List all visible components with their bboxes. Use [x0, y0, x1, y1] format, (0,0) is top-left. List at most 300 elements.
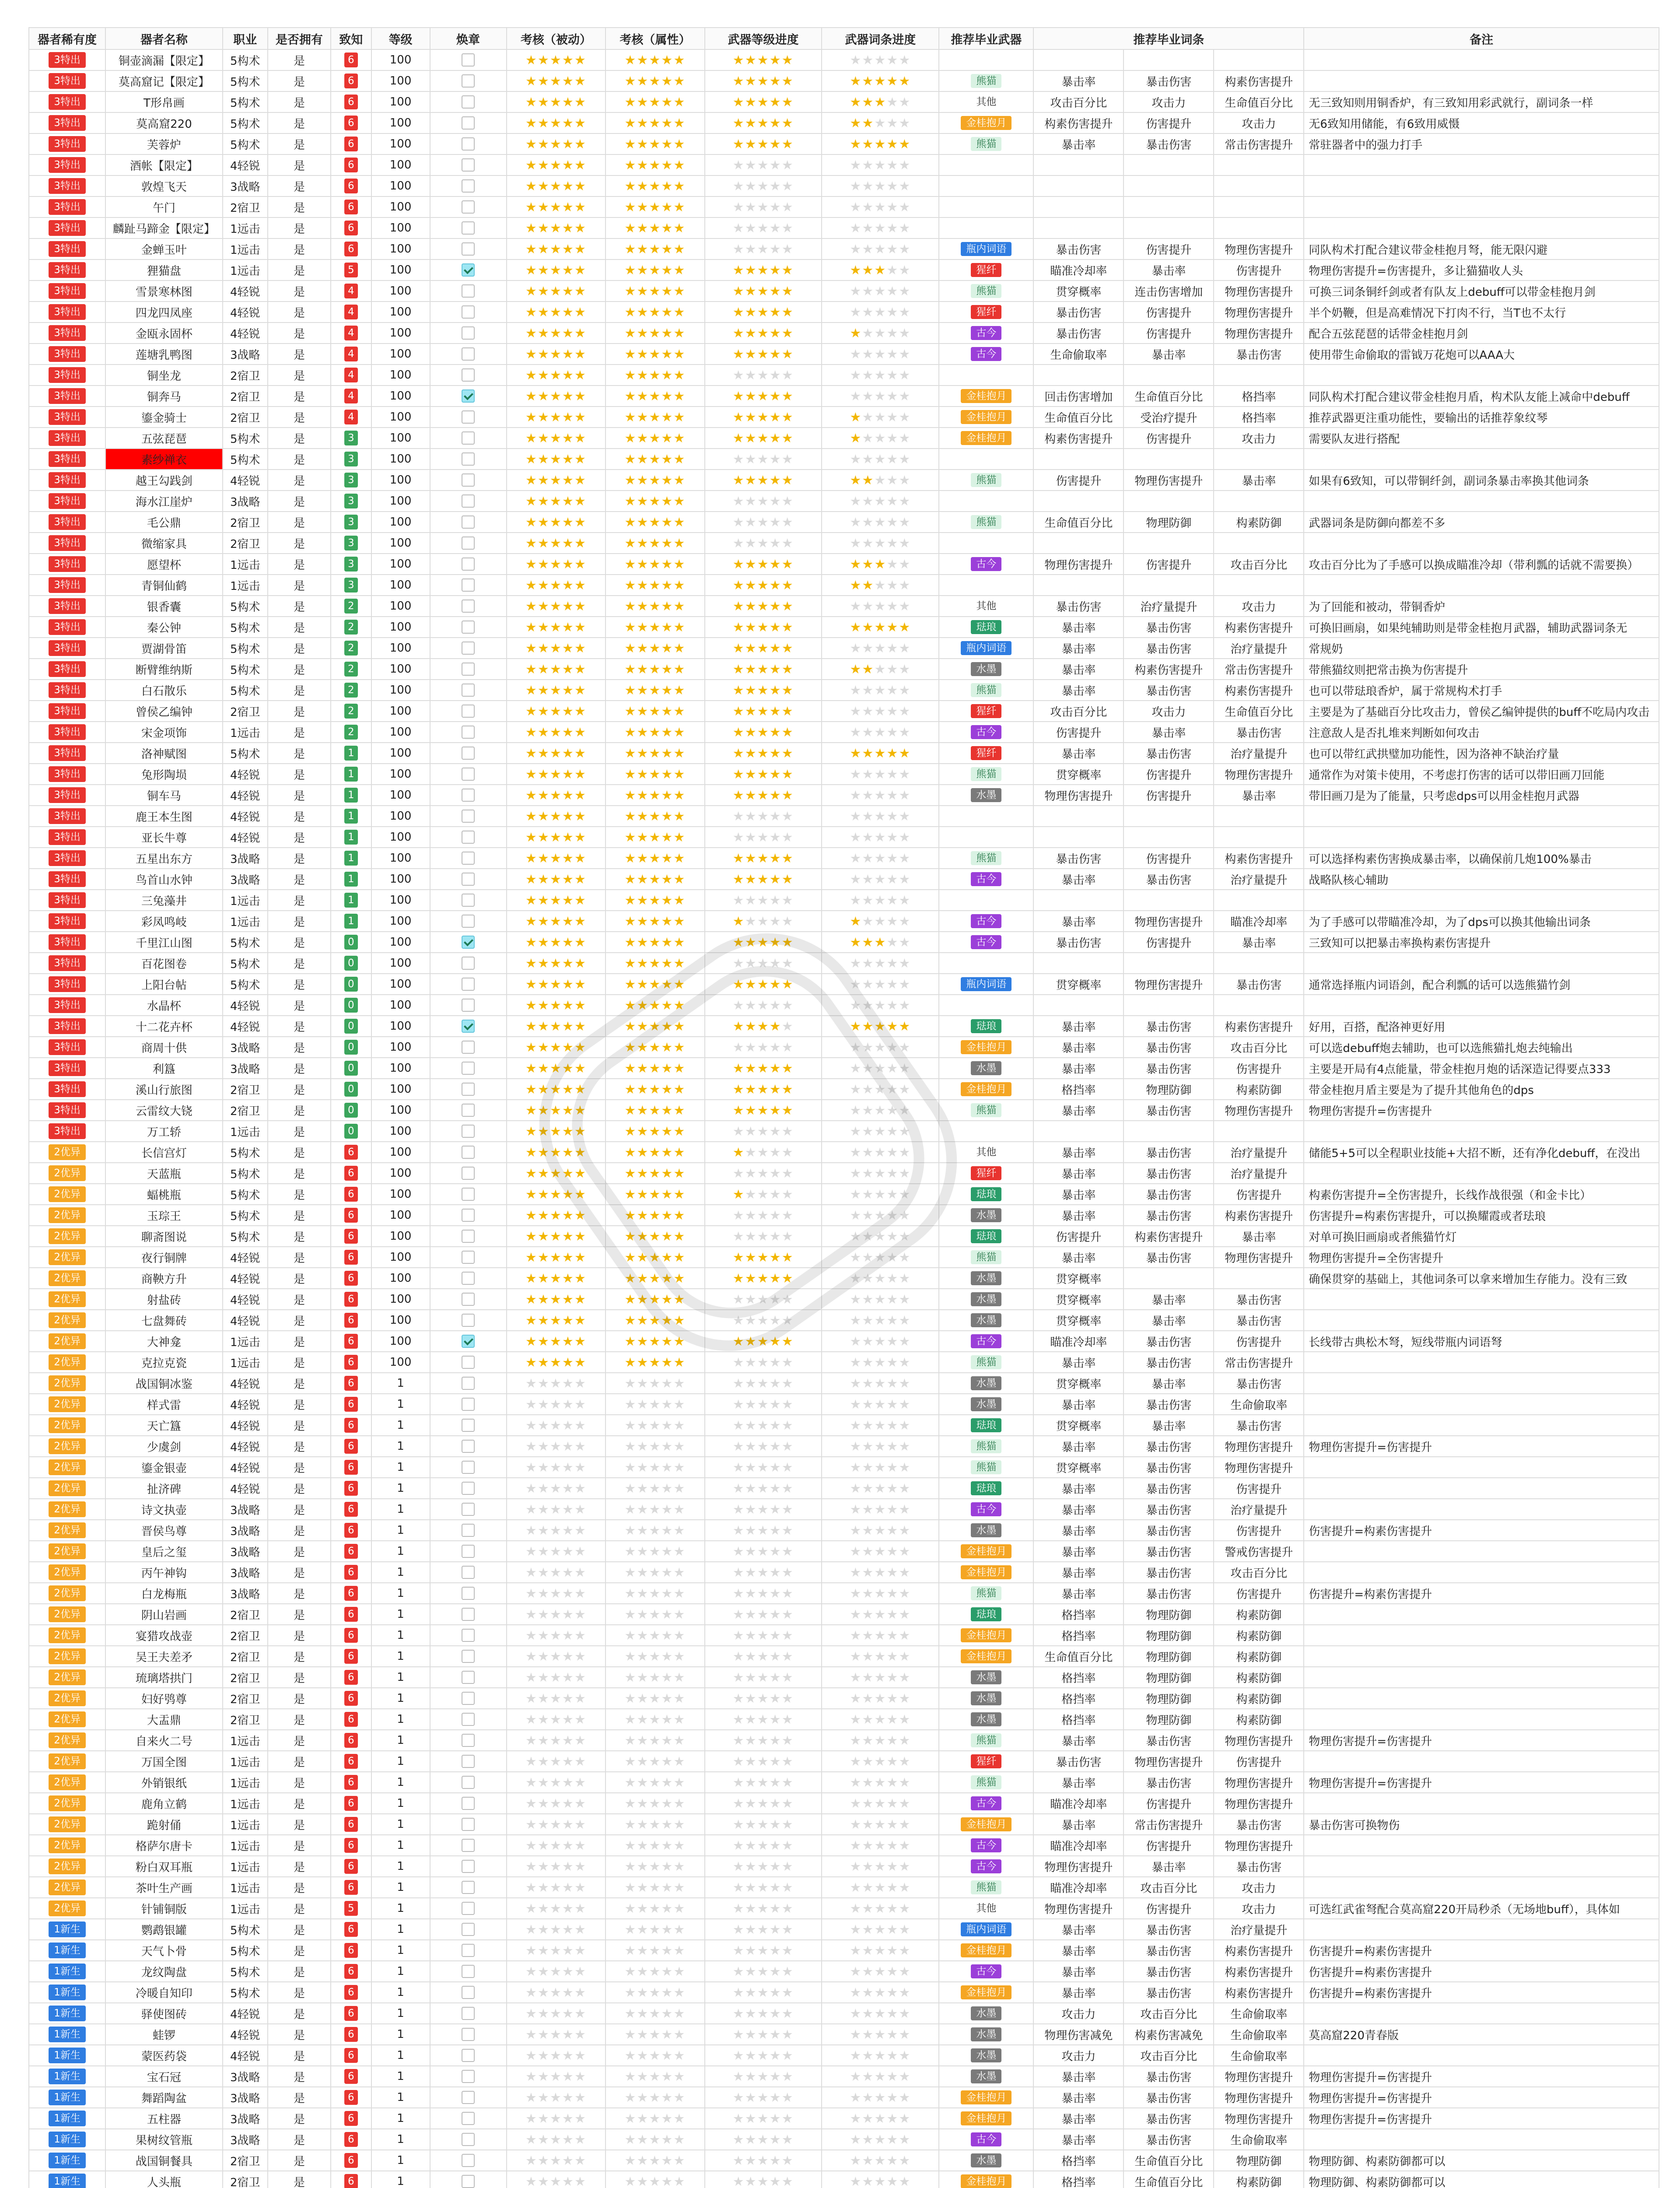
- huanzhang-checkbox[interactable]: [462, 1860, 475, 1873]
- weapon-level-stars[interactable]: [705, 2171, 822, 2188]
- passive-exam-stars[interactable]: [507, 680, 606, 701]
- attribute-exam-stars[interactable]: [606, 1793, 705, 1814]
- attribute-exam-stars[interactable]: [606, 1121, 705, 1142]
- huanzhang-checkbox[interactable]: [462, 1818, 475, 1831]
- weapon-entry-stars[interactable]: [822, 302, 939, 323]
- attribute-exam-stars[interactable]: [606, 2150, 705, 2171]
- weapon-level-stars[interactable]: [705, 491, 822, 512]
- weapon-entry-stars[interactable]: [822, 785, 939, 806]
- passive-exam-stars[interactable]: [507, 1982, 606, 2003]
- attribute-exam-stars[interactable]: [606, 1583, 705, 1604]
- huanzhang-checkbox[interactable]: [462, 74, 475, 88]
- weapon-level-stars[interactable]: [705, 869, 822, 890]
- attribute-exam-stars[interactable]: [606, 932, 705, 953]
- attribute-exam-stars[interactable]: [606, 1709, 705, 1730]
- weapon-entry-stars[interactable]: [822, 1331, 939, 1352]
- attribute-exam-stars[interactable]: [606, 91, 705, 112]
- huanzhang-checkbox[interactable]: [462, 978, 475, 991]
- header-owned[interactable]: 是否拥有: [268, 28, 331, 49]
- huanzhang-checkbox[interactable]: [462, 852, 475, 865]
- passive-exam-stars[interactable]: [507, 365, 606, 386]
- attribute-exam-stars[interactable]: [606, 1457, 705, 1478]
- attribute-exam-stars[interactable]: [606, 806, 705, 827]
- attribute-exam-stars[interactable]: [606, 722, 705, 743]
- huanzhang-checkbox[interactable]: [462, 1251, 475, 1264]
- attribute-exam-stars[interactable]: [606, 1352, 705, 1373]
- weapon-level-stars[interactable]: [705, 428, 822, 449]
- weapon-entry-stars[interactable]: [822, 386, 939, 407]
- attribute-exam-stars[interactable]: [606, 323, 705, 344]
- weapon-level-stars[interactable]: [705, 1457, 822, 1478]
- weapon-level-stars[interactable]: [705, 1583, 822, 1604]
- weapon-level-stars[interactable]: [705, 1268, 822, 1289]
- weapon-entry-stars[interactable]: [822, 953, 939, 974]
- huanzhang-checkbox[interactable]: [462, 263, 475, 277]
- weapon-entry-stars[interactable]: [822, 407, 939, 428]
- weapon-entry-stars[interactable]: [822, 575, 939, 596]
- attribute-exam-stars[interactable]: [606, 1478, 705, 1499]
- attribute-exam-stars[interactable]: [606, 470, 705, 491]
- passive-exam-stars[interactable]: [507, 1436, 606, 1457]
- weapon-entry-stars[interactable]: [822, 91, 939, 112]
- huanzhang-checkbox[interactable]: [462, 179, 475, 193]
- huanzhang-checkbox[interactable]: [462, 1944, 475, 1957]
- weapon-level-stars[interactable]: [705, 470, 822, 491]
- weapon-entry-stars[interactable]: [822, 2066, 939, 2087]
- attribute-exam-stars[interactable]: [606, 974, 705, 995]
- weapon-entry-stars[interactable]: [822, 323, 939, 344]
- attribute-exam-stars[interactable]: [606, 1667, 705, 1688]
- huanzhang-checkbox[interactable]: [462, 2091, 475, 2104]
- huanzhang-checkbox[interactable]: [462, 494, 475, 508]
- header-weapon[interactable]: 推荐毕业武器: [939, 28, 1033, 49]
- attribute-exam-stars[interactable]: [606, 259, 705, 281]
- attribute-exam-stars[interactable]: [606, 890, 705, 911]
- weapon-entry-stars[interactable]: [822, 1730, 939, 1751]
- huanzhang-checkbox[interactable]: [462, 242, 475, 256]
- passive-exam-stars[interactable]: [507, 1100, 606, 1121]
- attribute-exam-stars[interactable]: [606, 869, 705, 890]
- weapon-entry-stars[interactable]: [822, 596, 939, 617]
- weapon-entry-stars[interactable]: [822, 1814, 939, 1835]
- attribute-exam-stars[interactable]: [606, 827, 705, 848]
- weapon-entry-stars[interactable]: [822, 659, 939, 680]
- attribute-exam-stars[interactable]: [606, 70, 705, 91]
- weapon-level-stars[interactable]: [705, 743, 822, 764]
- weapon-entry-stars[interactable]: [822, 1205, 939, 1226]
- attribute-exam-stars[interactable]: [606, 764, 705, 785]
- passive-exam-stars[interactable]: [507, 1352, 606, 1373]
- passive-exam-stars[interactable]: [507, 238, 606, 259]
- huanzhang-checkbox[interactable]: [462, 2049, 475, 2062]
- weapon-entry-stars[interactable]: [822, 680, 939, 701]
- huanzhang-checkbox[interactable]: [462, 1419, 475, 1432]
- weapon-entry-stars[interactable]: [822, 1163, 939, 1184]
- passive-exam-stars[interactable]: [507, 428, 606, 449]
- passive-exam-stars[interactable]: [507, 1331, 606, 1352]
- passive-exam-stars[interactable]: [507, 1499, 606, 1520]
- weapon-entry-stars[interactable]: [822, 1898, 939, 1919]
- weapon-level-stars[interactable]: [705, 1961, 822, 1982]
- passive-exam-stars[interactable]: [507, 1016, 606, 1037]
- weapon-level-stars[interactable]: [705, 575, 822, 596]
- passive-exam-stars[interactable]: [507, 743, 606, 764]
- attribute-exam-stars[interactable]: [606, 1625, 705, 1646]
- huanzhang-checkbox[interactable]: [462, 1335, 475, 1348]
- weapon-level-stars[interactable]: [705, 1163, 822, 1184]
- attribute-exam-stars[interactable]: [606, 1751, 705, 1772]
- huanzhang-checkbox[interactable]: [462, 1041, 475, 1054]
- huanzhang-checkbox[interactable]: [462, 1524, 475, 1537]
- attribute-exam-stars[interactable]: [606, 491, 705, 512]
- weapon-level-stars[interactable]: [705, 1289, 822, 1310]
- passive-exam-stars[interactable]: [507, 1226, 606, 1247]
- attribute-exam-stars[interactable]: [606, 1079, 705, 1100]
- weapon-entry-stars[interactable]: [822, 1604, 939, 1625]
- attribute-exam-stars[interactable]: [606, 1562, 705, 1583]
- weapon-entry-stars[interactable]: [822, 1520, 939, 1541]
- weapon-level-stars[interactable]: [705, 112, 822, 133]
- huanzhang-checkbox[interactable]: [462, 452, 475, 466]
- weapon-entry-stars[interactable]: [822, 1478, 939, 1499]
- attribute-exam-stars[interactable]: [606, 1226, 705, 1247]
- weapon-level-stars[interactable]: [705, 890, 822, 911]
- huanzhang-checkbox[interactable]: [462, 116, 475, 130]
- weapon-level-stars[interactable]: [705, 617, 822, 638]
- passive-exam-stars[interactable]: [507, 1037, 606, 1058]
- huanzhang-checkbox[interactable]: [462, 95, 475, 109]
- huanzhang-checkbox[interactable]: [462, 600, 475, 613]
- weapon-entry-stars[interactable]: [822, 1562, 939, 1583]
- header-level[interactable]: 等级: [371, 28, 430, 49]
- attribute-exam-stars[interactable]: [606, 1415, 705, 1436]
- passive-exam-stars[interactable]: [507, 1184, 606, 1205]
- passive-exam-stars[interactable]: [507, 764, 606, 785]
- attribute-exam-stars[interactable]: [606, 995, 705, 1016]
- huanzhang-checkbox[interactable]: [462, 747, 475, 760]
- weapon-entry-stars[interactable]: [822, 1541, 939, 1562]
- passive-exam-stars[interactable]: [507, 512, 606, 533]
- attribute-exam-stars[interactable]: [606, 512, 705, 533]
- attribute-exam-stars[interactable]: [606, 680, 705, 701]
- weapon-entry-stars[interactable]: [822, 154, 939, 175]
- passive-exam-stars[interactable]: [507, 848, 606, 869]
- attribute-exam-stars[interactable]: [606, 1394, 705, 1415]
- huanzhang-checkbox[interactable]: [462, 2007, 475, 2020]
- passive-exam-stars[interactable]: [507, 407, 606, 428]
- huanzhang-checkbox[interactable]: [462, 579, 475, 592]
- huanzhang-checkbox[interactable]: [462, 473, 475, 487]
- weapon-entry-stars[interactable]: [822, 911, 939, 932]
- huanzhang-checkbox[interactable]: [462, 705, 475, 718]
- huanzhang-checkbox[interactable]: [462, 1650, 475, 1663]
- weapon-level-stars[interactable]: [705, 1184, 822, 1205]
- huanzhang-checkbox[interactable]: [462, 684, 475, 697]
- huanzhang-checkbox[interactable]: [462, 53, 475, 67]
- huanzhang-checkbox[interactable]: [462, 1923, 475, 1936]
- weapon-level-stars[interactable]: [705, 1394, 822, 1415]
- passive-exam-stars[interactable]: [507, 1709, 606, 1730]
- huanzhang-checkbox[interactable]: [462, 936, 475, 949]
- huanzhang-checkbox[interactable]: [462, 431, 475, 445]
- passive-exam-stars[interactable]: [507, 1058, 606, 1079]
- weapon-level-stars[interactable]: [705, 1331, 822, 1352]
- attribute-exam-stars[interactable]: [606, 449, 705, 470]
- weapon-level-stars[interactable]: [705, 1919, 822, 1940]
- weapon-entry-stars[interactable]: [822, 238, 939, 259]
- passive-exam-stars[interactable]: [507, 1877, 606, 1898]
- passive-exam-stars[interactable]: [507, 701, 606, 722]
- attribute-exam-stars[interactable]: [606, 638, 705, 659]
- passive-exam-stars[interactable]: [507, 1289, 606, 1310]
- huanzhang-checkbox[interactable]: [462, 284, 475, 298]
- weapon-entry-stars[interactable]: [822, 1688, 939, 1709]
- attribute-exam-stars[interactable]: [606, 281, 705, 302]
- weapon-entry-stars[interactable]: [822, 1100, 939, 1121]
- weapon-entry-stars[interactable]: [822, 1436, 939, 1457]
- huanzhang-checkbox[interactable]: [462, 2133, 475, 2146]
- header-weapon-entry[interactable]: 武器词条进度: [822, 28, 939, 49]
- attribute-exam-stars[interactable]: [606, 743, 705, 764]
- weapon-level-stars[interactable]: [705, 1352, 822, 1373]
- attribute-exam-stars[interactable]: [606, 1142, 705, 1163]
- weapon-level-stars[interactable]: [705, 281, 822, 302]
- huanzhang-checkbox[interactable]: [462, 1482, 475, 1495]
- passive-exam-stars[interactable]: [507, 890, 606, 911]
- weapon-entry-stars[interactable]: [822, 1058, 939, 1079]
- weapon-entry-stars[interactable]: [822, 217, 939, 238]
- attribute-exam-stars[interactable]: [606, 1877, 705, 1898]
- weapon-level-stars[interactable]: [705, 1247, 822, 1268]
- weapon-entry-stars[interactable]: [822, 344, 939, 365]
- weapon-entry-stars[interactable]: [822, 1226, 939, 1247]
- passive-exam-stars[interactable]: [507, 869, 606, 890]
- passive-exam-stars[interactable]: [507, 259, 606, 281]
- passive-exam-stars[interactable]: [507, 112, 606, 133]
- weapon-level-stars[interactable]: [705, 1058, 822, 1079]
- passive-exam-stars[interactable]: [507, 974, 606, 995]
- passive-exam-stars[interactable]: [507, 1541, 606, 1562]
- passive-exam-stars[interactable]: [507, 49, 606, 70]
- header-name[interactable]: 器者名称: [105, 28, 223, 49]
- attribute-exam-stars[interactable]: [606, 1436, 705, 1457]
- weapon-entry-stars[interactable]: [822, 1079, 939, 1100]
- weapon-level-stars[interactable]: [705, 2150, 822, 2171]
- weapon-level-stars[interactable]: [705, 344, 822, 365]
- weapon-level-stars[interactable]: [705, 1877, 822, 1898]
- weapon-level-stars[interactable]: [705, 1226, 822, 1247]
- passive-exam-stars[interactable]: [507, 1730, 606, 1751]
- attribute-exam-stars[interactable]: [606, 1814, 705, 1835]
- huanzhang-checkbox[interactable]: [462, 158, 475, 172]
- weapon-entry-stars[interactable]: [822, 554, 939, 575]
- attribute-exam-stars[interactable]: [606, 2087, 705, 2108]
- weapon-level-stars[interactable]: [705, 1835, 822, 1856]
- weapon-entry-stars[interactable]: [822, 470, 939, 491]
- weapon-level-stars[interactable]: [705, 2066, 822, 2087]
- attribute-exam-stars[interactable]: [606, 1205, 705, 1226]
- weapon-entry-stars[interactable]: [822, 806, 939, 827]
- passive-exam-stars[interactable]: [507, 1625, 606, 1646]
- weapon-entry-stars[interactable]: [822, 1121, 939, 1142]
- weapon-entry-stars[interactable]: [822, 974, 939, 995]
- passive-exam-stars[interactable]: [507, 2045, 606, 2066]
- passive-exam-stars[interactable]: [507, 1835, 606, 1856]
- huanzhang-checkbox[interactable]: [462, 1566, 475, 1579]
- huanzhang-checkbox[interactable]: [462, 1902, 475, 1915]
- weapon-level-stars[interactable]: [705, 554, 822, 575]
- weapon-level-stars[interactable]: [705, 533, 822, 554]
- weapon-level-stars[interactable]: [705, 680, 822, 701]
- attribute-exam-stars[interactable]: [606, 1541, 705, 1562]
- passive-exam-stars[interactable]: [507, 1751, 606, 1772]
- weapon-level-stars[interactable]: [705, 217, 822, 238]
- header-weapon-level[interactable]: 武器等级进度: [705, 28, 822, 49]
- passive-exam-stars[interactable]: [507, 596, 606, 617]
- huanzhang-checkbox[interactable]: [462, 1146, 475, 1159]
- attribute-exam-stars[interactable]: [606, 2129, 705, 2150]
- weapon-level-stars[interactable]: [705, 175, 822, 196]
- passive-exam-stars[interactable]: [507, 70, 606, 91]
- weapon-level-stars[interactable]: [705, 386, 822, 407]
- weapon-entry-stars[interactable]: [822, 827, 939, 848]
- attribute-exam-stars[interactable]: [606, 1604, 705, 1625]
- attribute-exam-stars[interactable]: [606, 1688, 705, 1709]
- weapon-entry-stars[interactable]: [822, 1751, 939, 1772]
- attribute-exam-stars[interactable]: [606, 554, 705, 575]
- passive-exam-stars[interactable]: [507, 1562, 606, 1583]
- huanzhang-checkbox[interactable]: [462, 326, 475, 340]
- weapon-level-stars[interactable]: [705, 1982, 822, 2003]
- passive-exam-stars[interactable]: [507, 344, 606, 365]
- weapon-level-stars[interactable]: [705, 1940, 822, 1961]
- passive-exam-stars[interactable]: [507, 1961, 606, 1982]
- attribute-exam-stars[interactable]: [606, 596, 705, 617]
- huanzhang-checkbox[interactable]: [462, 1398, 475, 1411]
- huanzhang-checkbox[interactable]: [462, 1797, 475, 1810]
- weapon-level-stars[interactable]: [705, 1604, 822, 1625]
- weapon-entry-stars[interactable]: [822, 848, 939, 869]
- attribute-exam-stars[interactable]: [606, 2024, 705, 2045]
- weapon-level-stars[interactable]: [705, 302, 822, 323]
- weapon-level-stars[interactable]: [705, 1646, 822, 1667]
- weapon-entry-stars[interactable]: [822, 2003, 939, 2024]
- huanzhang-checkbox[interactable]: [462, 1965, 475, 1978]
- weapon-entry-stars[interactable]: [822, 49, 939, 70]
- huanzhang-checkbox[interactable]: [462, 1986, 475, 1999]
- passive-exam-stars[interactable]: [507, 154, 606, 175]
- attribute-exam-stars[interactable]: [606, 217, 705, 238]
- huanzhang-checkbox[interactable]: [462, 642, 475, 655]
- passive-exam-stars[interactable]: [507, 1856, 606, 1877]
- attribute-exam-stars[interactable]: [606, 1835, 705, 1856]
- huanzhang-checkbox[interactable]: [462, 558, 475, 571]
- weapon-entry-stars[interactable]: [822, 1016, 939, 1037]
- weapon-level-stars[interactable]: [705, 2024, 822, 2045]
- weapon-level-stars[interactable]: [705, 701, 822, 722]
- weapon-entry-stars[interactable]: [822, 175, 939, 196]
- weapon-level-stars[interactable]: [705, 953, 822, 974]
- passive-exam-stars[interactable]: [507, 2108, 606, 2129]
- attribute-exam-stars[interactable]: [606, 154, 705, 175]
- passive-exam-stars[interactable]: [507, 1373, 606, 1394]
- huanzhang-checkbox[interactable]: [462, 368, 475, 382]
- passive-exam-stars[interactable]: [507, 1205, 606, 1226]
- header-passive-exam[interactable]: 考核（被动）: [507, 28, 606, 49]
- attribute-exam-stars[interactable]: [606, 617, 705, 638]
- weapon-entry-stars[interactable]: [822, 1037, 939, 1058]
- weapon-level-stars[interactable]: [705, 1142, 822, 1163]
- weapon-level-stars[interactable]: [705, 1373, 822, 1394]
- weapon-level-stars[interactable]: [705, 1100, 822, 1121]
- attribute-exam-stars[interactable]: [606, 1520, 705, 1541]
- weapon-level-stars[interactable]: [705, 1856, 822, 1877]
- weapon-entry-stars[interactable]: [822, 1835, 939, 1856]
- huanzhang-checkbox[interactable]: [462, 1167, 475, 1180]
- attribute-exam-stars[interactable]: [606, 302, 705, 323]
- attribute-exam-stars[interactable]: [606, 386, 705, 407]
- huanzhang-checkbox[interactable]: [462, 1062, 475, 1075]
- huanzhang-checkbox[interactable]: [462, 1881, 475, 1894]
- weapon-entry-stars[interactable]: [822, 428, 939, 449]
- passive-exam-stars[interactable]: [507, 2066, 606, 2087]
- attribute-exam-stars[interactable]: [606, 2045, 705, 2066]
- attribute-exam-stars[interactable]: [606, 659, 705, 680]
- huanzhang-checkbox[interactable]: [462, 2028, 475, 2041]
- weapon-entry-stars[interactable]: [822, 743, 939, 764]
- weapon-entry-stars[interactable]: [822, 2024, 939, 2045]
- weapon-entry-stars[interactable]: [822, 1793, 939, 1814]
- weapon-entry-stars[interactable]: [822, 995, 939, 1016]
- attribute-exam-stars[interactable]: [606, 785, 705, 806]
- huanzhang-checkbox[interactable]: [462, 1839, 475, 1852]
- weapon-entry-stars[interactable]: [822, 1667, 939, 1688]
- huanzhang-checkbox[interactable]: [462, 1020, 475, 1033]
- passive-exam-stars[interactable]: [507, 1583, 606, 1604]
- weapon-entry-stars[interactable]: [822, 1289, 939, 1310]
- weapon-entry-stars[interactable]: [822, 2108, 939, 2129]
- weapon-entry-stars[interactable]: [822, 70, 939, 91]
- weapon-level-stars[interactable]: [705, 1541, 822, 1562]
- header-class[interactable]: 职业: [223, 28, 268, 49]
- huanzhang-checkbox[interactable]: [462, 1104, 475, 1117]
- weapon-level-stars[interactable]: [705, 638, 822, 659]
- attribute-exam-stars[interactable]: [606, 1289, 705, 1310]
- weapon-entry-stars[interactable]: [822, 932, 939, 953]
- passive-exam-stars[interactable]: [507, 1898, 606, 1919]
- passive-exam-stars[interactable]: [507, 827, 606, 848]
- weapon-entry-stars[interactable]: [822, 1919, 939, 1940]
- weapon-level-stars[interactable]: [705, 1688, 822, 1709]
- huanzhang-checkbox[interactable]: [462, 1629, 475, 1642]
- weapon-level-stars[interactable]: [705, 1898, 822, 1919]
- passive-exam-stars[interactable]: [507, 554, 606, 575]
- passive-exam-stars[interactable]: [507, 133, 606, 154]
- huanzhang-checkbox[interactable]: [462, 1587, 475, 1600]
- attribute-exam-stars[interactable]: [606, 1961, 705, 1982]
- weapon-level-stars[interactable]: [705, 1793, 822, 1814]
- attribute-exam-stars[interactable]: [606, 365, 705, 386]
- huanzhang-checkbox[interactable]: [462, 1545, 475, 1558]
- weapon-entry-stars[interactable]: [822, 764, 939, 785]
- attribute-exam-stars[interactable]: [606, 1247, 705, 1268]
- attribute-exam-stars[interactable]: [606, 1268, 705, 1289]
- passive-exam-stars[interactable]: [507, 953, 606, 974]
- attribute-exam-stars[interactable]: [606, 428, 705, 449]
- weapon-entry-stars[interactable]: [822, 1142, 939, 1163]
- weapon-entry-stars[interactable]: [822, 1184, 939, 1205]
- header-attribute-exam[interactable]: 考核（属性）: [606, 28, 705, 49]
